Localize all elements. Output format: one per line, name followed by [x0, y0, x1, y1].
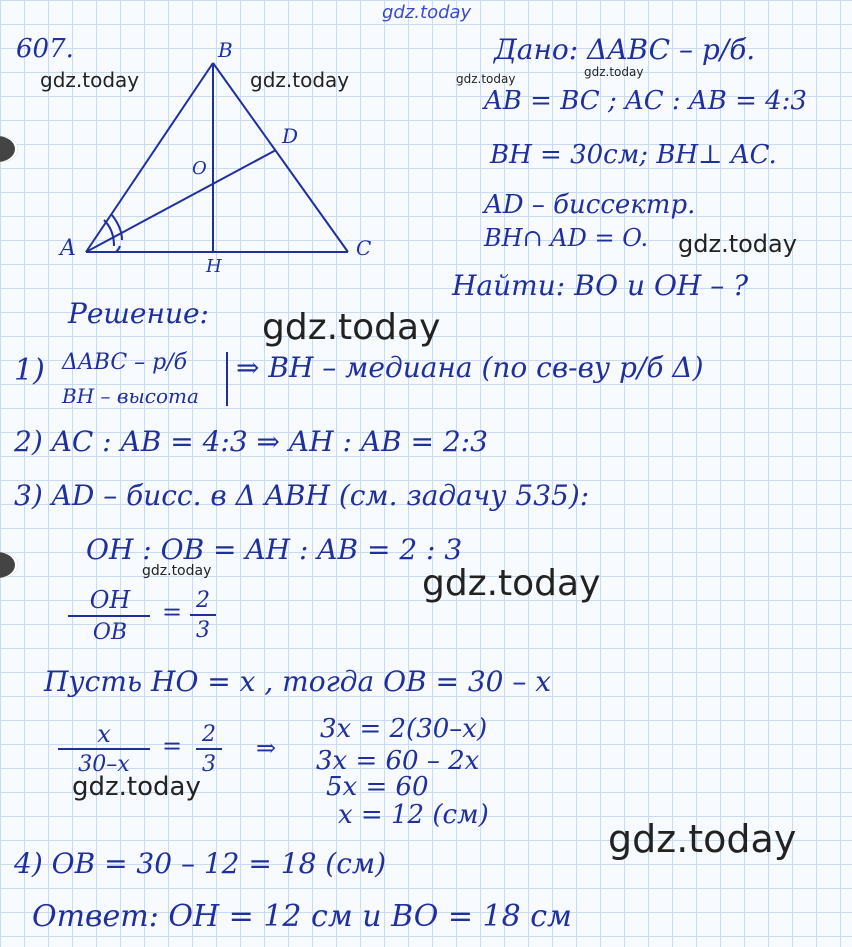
find-line: Найти: BO и OH – ? [452, 269, 749, 302]
vertex-label-a: A [60, 236, 76, 261]
fraction-2-bar [58, 748, 150, 750]
fraction-2-denominator: 30–x [78, 752, 130, 777]
watermark-top: gdz.today [382, 2, 472, 23]
answer: Ответ: OH = 12 см и BO = 18 см [32, 899, 572, 934]
bisector-ad [86, 150, 276, 252]
point-label-h: H [206, 256, 222, 277]
step-1-given-a: ΔABC – р/б [62, 350, 188, 375]
step-1-given-b: BH – высота [62, 384, 199, 408]
solve-line-1: 3x = 2(30–x) [320, 714, 488, 744]
watermark: gdz.today [250, 68, 350, 92]
watermark: gdz.today [584, 65, 644, 79]
fraction-2-result-denominator: 3 [202, 752, 216, 777]
fraction-1-result-denominator: 3 [196, 618, 210, 643]
problem-number: 607. [16, 34, 74, 64]
watermark: gdz.today [678, 230, 797, 258]
vertex-label-b: B [218, 38, 233, 62]
step-4: 4) OB = 30 – 12 = 18 (см) [14, 847, 387, 880]
watermark: gdz.today [422, 563, 601, 604]
given-line-2: BH = 30см; BH⊥ AC. [490, 140, 777, 170]
vertex-label-c: C [356, 236, 372, 260]
step-1-bracket [226, 352, 228, 406]
watermark: gdz.today [262, 307, 441, 348]
watermark: gdz.today [72, 772, 201, 802]
watermark: gdz.today [608, 817, 797, 861]
fraction-2-equals: = [162, 732, 183, 760]
step-1-number: 1) [14, 353, 45, 388]
side-bc [213, 63, 348, 252]
fraction-1-bar [68, 615, 150, 617]
point-label-o: O [192, 158, 207, 179]
solution-title: Решение: [68, 297, 209, 330]
fraction-1-denominator: OB [92, 620, 128, 645]
step-2: 2) AC : AB = 4:3 ⇒ AH : AB = 2:3 [14, 425, 488, 458]
implies-arrow: ⇒ [256, 734, 277, 762]
step-3: 3) AD – бисс. в Δ ABH (см. задачу 535): [14, 479, 590, 512]
step-1-conclusion: ⇒ BH – медиана (по св-ву р/б Δ) [236, 351, 704, 384]
solve-line-4: x = 12 (см) [338, 800, 489, 830]
watermark: gdz.today [40, 68, 140, 92]
given-line-3: AD – биссектр. [484, 190, 696, 220]
watermark: gdz.today [142, 563, 212, 579]
fraction-1-result-bar [190, 614, 216, 616]
fraction-2-result-bar [196, 748, 222, 750]
given-line-4: BH∩ AD = O. [484, 224, 649, 252]
watermark: gdz.today [456, 72, 516, 86]
step-3-equation: OH : OB = AH : AB = 2 : 3 [86, 533, 463, 566]
fraction-1-result-numerator: 2 [196, 588, 210, 613]
solve-line-2: 3x = 60 – 2x [316, 746, 480, 776]
given-header: Дано: ΔABC – р/б. [494, 33, 756, 66]
fraction-2-result-numerator: 2 [202, 722, 216, 747]
point-label-d: D [282, 124, 299, 148]
fraction-1-numerator: OH [89, 586, 131, 614]
solve-line-3: 5x = 60 [326, 772, 429, 802]
given-line-1: AB = BC ; AC : AB = 4:3 [484, 86, 807, 116]
fraction-2-numerator: x [97, 720, 111, 748]
let-line: Пусть HO = x , тогда OB = 30 – x [44, 665, 552, 698]
fraction-1-equals: = [162, 598, 183, 626]
